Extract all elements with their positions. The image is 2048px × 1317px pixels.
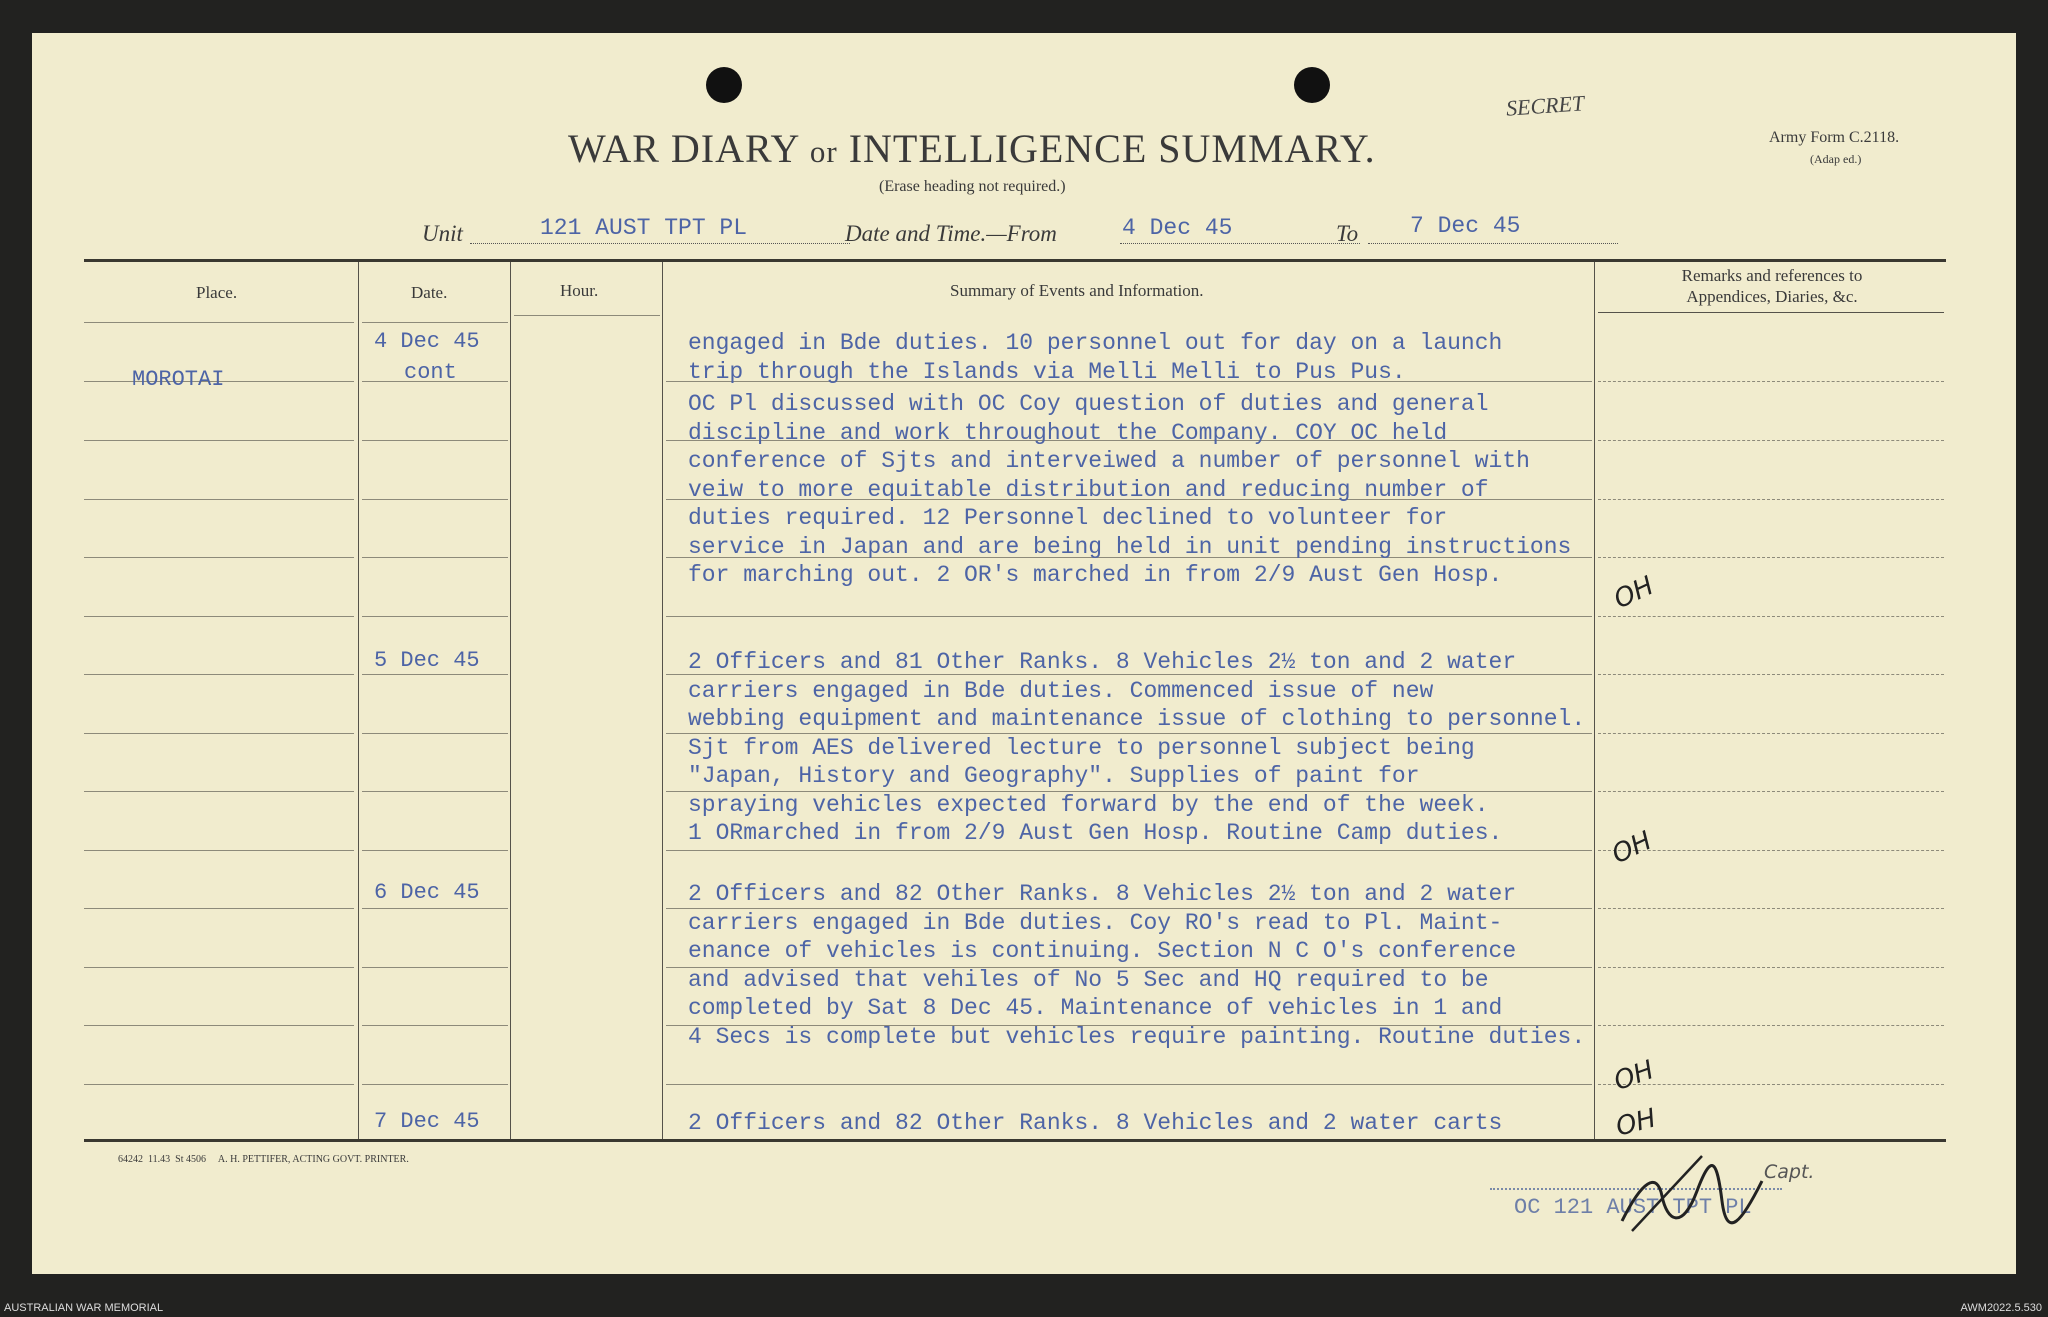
printer-imprint: 64242 11.43 St 4506 A. H. PETTIFER, ACTING GOVT. PRINTER. (118, 1154, 409, 1165)
archive-caption: AUSTRALIAN WAR MEMORIAL (4, 1302, 164, 1314)
summary-line: OC Pl discussed with OC Coy question of duties and general (688, 391, 1489, 417)
handwritten-initials: OH (1612, 1103, 1660, 1143)
handwritten-initials: OH (1609, 570, 1659, 616)
date-entry-4: 7 Dec 45 (374, 1109, 480, 1134)
column-header-hour: Hour. (560, 281, 599, 300)
handwritten-initials: OH (1607, 825, 1657, 871)
column-header-date: Date. (411, 283, 448, 302)
unit-label: Unit (422, 221, 463, 246)
secret-annotation: SECRET (1505, 90, 1585, 121)
unit-value: 121 AUST TPT PL (540, 215, 748, 241)
army-form-number: Army Form C.2118. (1769, 129, 1900, 146)
date-to-value: 7 Dec 45 (1410, 213, 1521, 239)
summary-line: 1 ORmarched in from 2/9 Aust Gen Hosp. Routine Camp duties. (688, 820, 1503, 846)
summary-line: 2 Officers and 81 Other Ranks. 8 Vehicles 2½ ton and 2 water (688, 649, 1517, 675)
signature-scribble (1612, 1141, 1772, 1241)
summary-line: and advised that vehiles of No 5 Sec and HQ required to be (688, 966, 1489, 993)
date-to-label: To (1336, 221, 1359, 246)
summary-line: webbing equipment and maintenance issue of clothing to personnel. (688, 706, 1586, 732)
capt-label: Capt. (1764, 1161, 1815, 1183)
summary-line: for marching out. 2 OR's marched in from 2/9 Aust Gen Hosp. (688, 562, 1503, 588)
summary-line: 2 Officers and 82 Other Ranks. 8 Vehicles and 2 water carts (688, 1110, 1503, 1136)
summary-entry-5 (688, 1109, 1502, 1138)
summary-line: 2 Officers and 82 Other Ranks. 8 Vehicles 2½ ton and 2 water (688, 881, 1517, 907)
diary-page (32, 33, 2016, 1274)
summary-entry-3 (688, 648, 1585, 848)
date-entry-1-cont: cont (404, 360, 457, 385)
summary-line: trip through the Islands via Melli Melli to Pus Pus. (688, 358, 1406, 385)
form-title: WAR DIARY or INTELLIGENCE SUMMARY. (568, 126, 1376, 171)
summary-line: Sjt from AES delivered lecture to personnel subject being (688, 734, 1475, 761)
column-header-remarks: Remarks and references to Appendices, Diaries, &c. (1681, 266, 1863, 306)
summary-line: "Japan, History and Geography". Supplies of paint for (688, 763, 1420, 789)
summary-line: service in Japan and are being held in unit pending instructions (688, 533, 1572, 560)
column-header-summary: Summary of Events and Information. (950, 281, 1204, 300)
summary-line: completed by Sat 8 Dec 45. Maintenance of vehicles in 1 and (688, 995, 1503, 1021)
summary-entry-4 (688, 880, 1585, 1051)
date-entry-3: 6 Dec 45 (374, 880, 480, 905)
summary-line: conference of Sjts and interveiwed a number of personnel with (688, 448, 1530, 474)
punch-hole-left (706, 67, 742, 103)
summary-line: discipline and work throughout the Company. COY OC held (688, 419, 1448, 446)
summary-entry-1 (688, 329, 1502, 386)
summary-line: duties required. 12 Personnel declined to volunteer for (688, 505, 1448, 531)
date-entry-1: 4 Dec 45 (374, 329, 480, 354)
summary-line: 4 Secs is complete but vehicles require painting. Routine duties. (688, 1023, 1586, 1050)
summary-line: spraying vehicles expected forward by the end of the week. (688, 791, 1489, 818)
place-value: MOROTAI (132, 367, 225, 392)
date-entry-2: 5 Dec 45 (374, 648, 480, 673)
date-from-value: 4 Dec 45 (1122, 215, 1233, 241)
column-header-place: Place. (196, 283, 238, 302)
handwritten-initials: OH (1610, 1055, 1658, 1097)
date-from-label: Date and Time.—From (845, 221, 1057, 246)
adapted-note: (Adap ed.) (1810, 152, 1862, 166)
signature-stamp: OC 121 AUST TPT PL (1514, 1195, 1752, 1220)
summary-line: enance of vehicles is continuing. Section N C O's conference (688, 938, 1517, 964)
summary-entry-2 (688, 390, 1571, 590)
punch-hole-right (1294, 67, 1330, 103)
summary-line: engaged in Bde duties. 10 personnel out for day on a launch (688, 330, 1503, 356)
summary-line: carriers engaged in Bde duties. Commenced issue of new (688, 677, 1434, 704)
archive-reference: AWM2022.5.530 (1960, 1302, 2042, 1314)
summary-line: veiw to more equitable distribution and reducing number of (688, 476, 1489, 503)
summary-line: carriers engaged in Bde duties. Coy RO's read to Pl. Maint- (688, 909, 1503, 936)
erase-note: (Erase heading not required.) (879, 178, 1066, 195)
